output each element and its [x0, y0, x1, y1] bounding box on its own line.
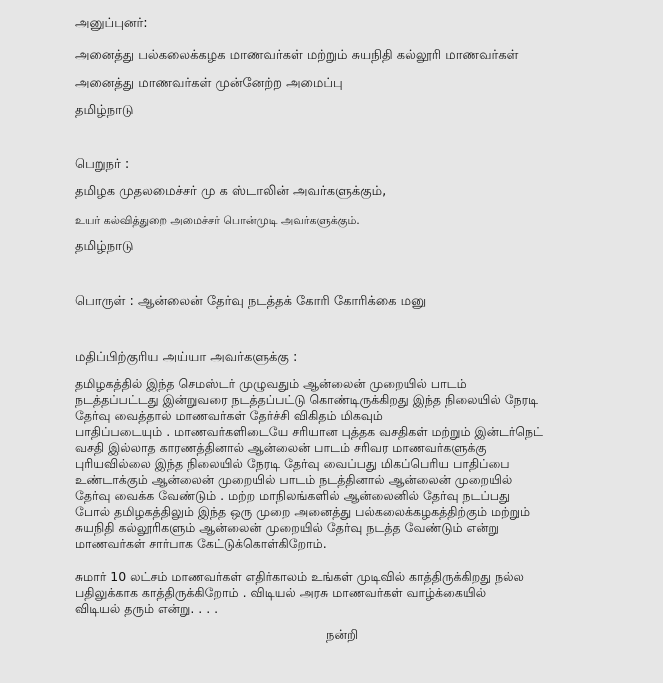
body-line: உண்டாக்கும் ஆன்லைன் முறையில் பாடம் நடத்தினால் ஆன்லைன் முறையில் — [75, 472, 513, 487]
body-line: விடியல் தரும் என்று. . . . — [75, 601, 219, 616]
body-line: தேர்வு வைக்க வேண்டும் . மற்ற மாநிலங்களில் ஆன்லைனில் தேர்வு நடப்பது — [75, 488, 510, 503]
recipient-line-2: உயர் கல்வித்துறை அமைச்சர் பொன்முடி அவர்களுக்கும். — [75, 214, 360, 227]
body-line: சுமார் 10 லட்சம் மாணவர்கள் எதிர்காலம் உங்கள் முடிவில் காத்திருக்கிறது நல்ல — [75, 569, 524, 584]
body-line: புரியவில்லை இந்த நிலையில் நேரடி தேர்வு வைப்பது மிகப்பெரிய பாதிப்பை — [75, 456, 510, 471]
subject-line: பொருள் : ஆன்லைன் தேர்வு நடத்தக் கோரி கோரிக்கை மனு — [75, 294, 427, 309]
closing-thanks: நன்றி — [326, 628, 359, 643]
body-line: பதிலுக்காக காத்திருக்கிறோம் . விடியல் அரசு மாணவர்கள் வாழ்க்கையில் — [75, 585, 487, 600]
salutation: மதிப்பிற்குரிய அய்யா அவர்களுக்கு : — [75, 350, 298, 365]
body-line: வசதி இல்லாத காரணத்தினால் ஆன்லைன் பாடம் சரிவர மாணவர்களுக்கு — [75, 440, 487, 455]
recipient-line-1: தமிழக முதலமைச்சர் மு க ஸ்டாலின் அவர்களுக்கும், — [75, 184, 387, 199]
sender-line-2: அனைத்து மாணவர்கள் முன்னேற்ற அமைப்பு — [75, 76, 343, 91]
recipient-heading: பெறுநர் : — [75, 157, 130, 172]
body-line: நடத்தப்பட்டது இன்றுவரை நடத்தப்பட்டு கொண்டிருக்கிறது இந்த நிலையில் நேரடி — [75, 392, 539, 407]
body-line: போல் தமிழகத்திலும் இந்த ஒரு முறை அனைத்து பல்கலைக்கழகத்திற்கும் மற்றும் — [75, 504, 531, 519]
body-line: தமிழகத்தில் இந்த செமஸ்டர் முழுவதும் ஆன்லைன் முறையில் பாடம் — [75, 376, 467, 391]
recipient-line-3: தமிழ்நாடு — [75, 239, 134, 254]
sender-line-1: அனைத்து பல்கலைக்கழக மாணவர்கள் மற்றும் சுயநிதி கல்லூரி மாணவர்கள் — [75, 48, 519, 63]
body-paragraph-2 — [75, 569, 595, 617]
body-line: பாதிப்படையும் . மாணவர்களிடையே சரியான புத்தக வசதிகள் மற்றும் இன்டர்நெட் — [75, 424, 543, 439]
body-paragraph-1 — [75, 376, 595, 552]
sender-heading: அனுப்புனர்: — [75, 16, 148, 31]
sender-line-3: தமிழ்நாடு — [75, 103, 134, 118]
body-line: மாணவர்கள் சார்பாக கேட்டுக்கொள்கிறோம். — [75, 536, 327, 551]
body-line: சுயநிதி கல்லூரிகளும் ஆன்லைன் முறையில் தேர்வு நடத்த வேண்டும் என்று — [75, 520, 499, 535]
body-line: தேர்வு வைத்தால் மாணவர்கள் தேர்ச்சி விகிதம் மிகவும் — [75, 408, 383, 423]
